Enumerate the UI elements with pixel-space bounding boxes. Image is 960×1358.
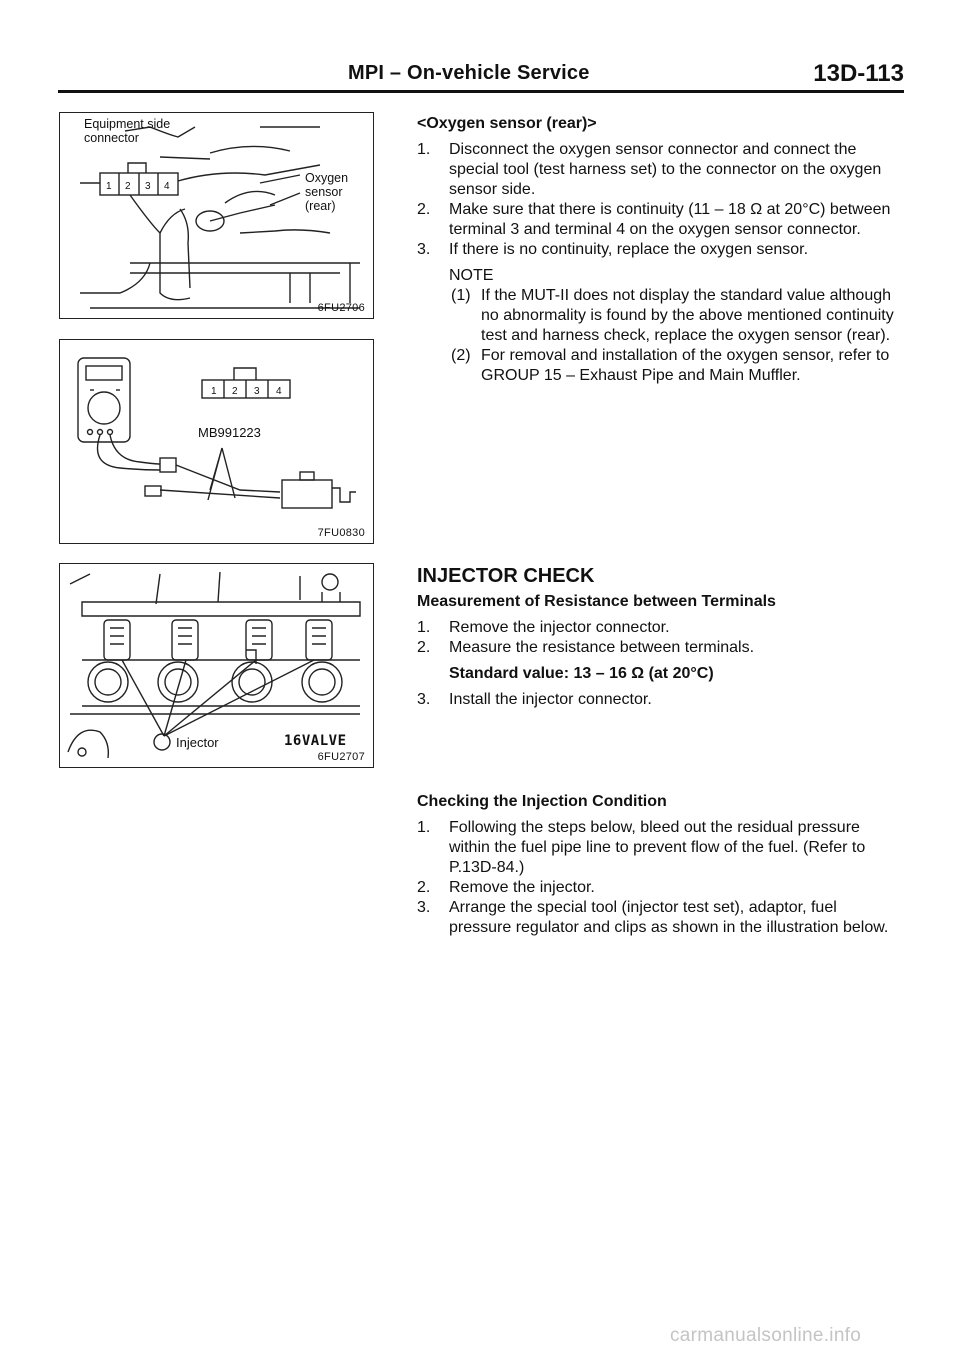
note-label: NOTE (449, 267, 494, 284)
injector-step-1 (417, 618, 901, 638)
step-text: Install the injector connector. (449, 691, 652, 708)
fig1-sensor-label: Oxygen sensor (rear) (305, 171, 349, 213)
step-text: Measure the resistance between terminals. (449, 639, 755, 656)
injector-step-3 (417, 690, 901, 710)
fig2-pin-2: 2 (232, 386, 238, 397)
step-number: 1. (417, 141, 431, 158)
fig1-pin-4: 4 (164, 181, 170, 192)
step-number: 2. (417, 879, 431, 896)
figure-test-harness (59, 339, 374, 544)
injector-check-heading: INJECTOR CHECK (417, 565, 595, 587)
injector-step-2 (417, 638, 901, 658)
watermark: carmanualsonline.info (670, 1325, 862, 1346)
step-text: Make sure that there is continuity (11 – 18 Ω at 20°C) between terminal 3 and terminal 4 on the oxygen sensor connector. (449, 201, 891, 238)
fig1-code: 6FU2706 (317, 302, 365, 314)
step-number: 2. (417, 639, 431, 656)
note-number: (1) (451, 287, 471, 304)
note-2 (417, 346, 901, 386)
fig2-pin-1: 1 (211, 386, 217, 397)
oxygen-sensor-heading: <Oxygen sensor (rear)> (417, 115, 597, 132)
oxygen-sensor-section (417, 114, 901, 386)
injection-step-1 (417, 818, 901, 878)
fig3-code: 6FU2707 (317, 751, 365, 763)
header-rule (58, 90, 904, 93)
injection-step-2 (417, 878, 901, 898)
injection-step-3 (417, 898, 901, 938)
step-text: Disconnect the oxygen sensor connector and connect the special tool (test harness set) to the connector on the oxygen sensor side. (449, 141, 882, 198)
injection-condition-section (417, 792, 901, 938)
step-number: 3. (417, 691, 431, 708)
fig2-pin-4: 4 (276, 386, 282, 397)
fig2-pin-3: 3 (254, 386, 260, 397)
figure-oxygen-sensor-connector (59, 112, 374, 319)
fig3-injector-label: Injector (176, 735, 219, 750)
figure-injectors (59, 563, 374, 768)
step-number: 1. (417, 819, 431, 836)
step-number: 3. (417, 899, 431, 916)
note-number: (2) (451, 347, 471, 364)
step-number: 3. (417, 241, 431, 258)
standard-value: Standard value: 13 – 16 Ω (at 20°C) (449, 665, 714, 682)
oxygen-step-2 (417, 200, 901, 240)
fig1-pin-1: 1 (106, 181, 112, 192)
oxygen-step-1 (417, 140, 901, 200)
step-text: Arrange the special tool (injector test set), adaptor, fuel pressure regulator and clips as shown in the illustration below. (449, 899, 889, 936)
step-text: If there is no continuity, replace the oxygen sensor. (449, 241, 809, 258)
resistance-subheading: Measurement of Resistance between Terminals (417, 593, 776, 610)
fig2-tool-label: MB991223 (198, 425, 261, 440)
step-text: Remove the injector. (449, 879, 595, 896)
fig1-connector-label: Equipment side connector (84, 117, 171, 145)
fig3-engine-mark: 16VALVE (284, 733, 347, 749)
fig1-pin-2: 2 (125, 181, 131, 192)
note-1 (417, 286, 901, 346)
injector-check-section (417, 566, 901, 710)
page-number: 13D-113 (813, 60, 904, 87)
test-harness-illustration (60, 340, 373, 543)
fig2-code: 7FU0830 (317, 527, 365, 539)
note-text: For removal and installation of the oxygen sensor, refer to GROUP 15 – Exhaust Pipe and Main Muffler. (481, 347, 890, 384)
note-text: If the MUT-II does not display the standard value although no abnormality is found by the above mentioned continuity test and harness check, replace the oxygen sensor (rear). (481, 287, 894, 344)
step-number: 2. (417, 201, 431, 218)
oxygen-step-3 (417, 240, 901, 260)
step-number: 1. (417, 619, 431, 636)
step-text: Following the steps below, bleed out the residual pressure within the fuel pipe line to prevent flow of the fuel. (Refer to P.13D-84.) (449, 819, 866, 876)
section-title: MPI – On-vehicle Service (348, 62, 590, 84)
page-header (58, 58, 904, 94)
fig1-pin-3: 3 (145, 181, 151, 192)
injection-condition-heading: Checking the Injection Condition (417, 793, 667, 810)
step-text: Remove the injector connector. (449, 619, 670, 636)
